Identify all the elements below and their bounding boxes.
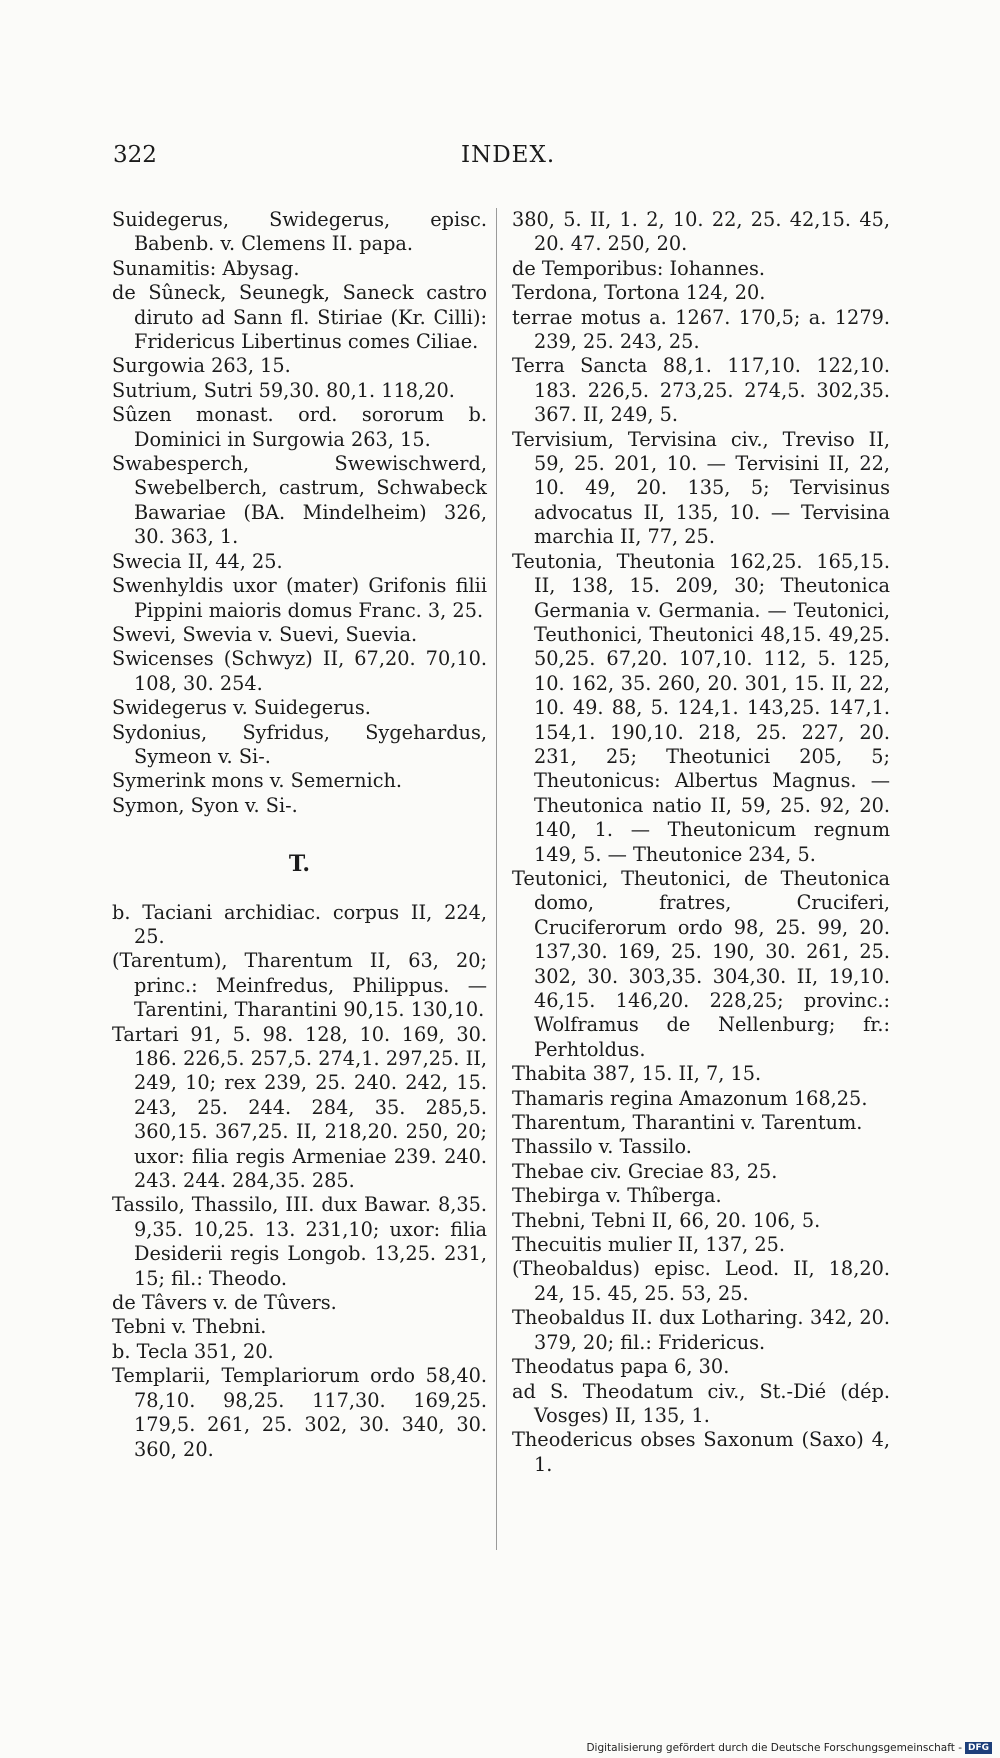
index-entry: terrae motus a. 1267. 170,5; a. 1279. 239, 25. 243, 25. [512,305,890,354]
index-entry: Tervisium, Tervisina civ., Treviso II, 59, 25. 201, 10. — Tervisini II, 22, 10. 49, 20. 135, 5; Tervisinus advocatus II, 135, 10. — Tervisina marchia II, 77, 25. [512,427,890,549]
index-entry: Tartari 91, 5. 98. 128, 10. 169, 30. 186. 226,5. 257,5. 274,1. 297,25. II, 249, 10; rex 239, 25. 240. 242, 15. 243, 25. 244. 284, 35. 285,5. 360,15. 367,25. II, 218,20. 250, 20; uxor: filia regis Armeniae 239. 240. 243. 244. 284,35. 285. [112,1022,487,1193]
index-entry: de Tâvers v. de Tûvers. [112,1291,337,1315]
index-entry: ad S. Theodatum civ., St.-Dié (dép. Vosges) II, 135, 1. [512,1379,890,1427]
index-entry: Thabita 387, 15. II, 7, 15. [512,1062,762,1086]
index-entry: Sûzen monast. ord. sororum b. Dominici in Surgowia 263, 15. [112,403,487,451]
left-column [112,208,487,1462]
column-divider [496,208,497,1550]
index-entry: Templarii, Templariorum ordo 58,40. 78,10. 98,25. 117,30. 169,25. 179,5. 261, 25. 302, 30. 340, 30. 360, 20. [112,1364,487,1461]
dfg-logo: DFG [965,1742,992,1754]
index-entry: Terdona, Tortona 124, 20. [512,281,766,305]
index-entry: Symerink mons v. Semernich. [112,769,403,793]
page-title: INDEX. [461,142,556,168]
index-entry: Swecia II, 44, 25. [112,549,283,573]
index-entry: Swevi, Swevia v. Suevi, Suevia. [112,622,418,646]
index-entry: Sutrium, Sutri 59,30. 80,1. 118,20. [112,378,455,402]
index-entry: Suidegerus, Swidegerus, episc. Babenb. v. Clemens II. papa. [112,208,487,256]
index-entry: Tebni v. Thebni. [112,1315,267,1339]
footer-text: Digitalisierung gefördert durch die Deutsche Forschungsgemeinschaft - [586,1742,962,1754]
index-entry: Teutonia, Theutonia 162,25. 165,15. II, 138, 15. 209, 30; Theutonica Germania v. Germania. — Teutonici, Teuthonici, Theutonici 48,15. 49,25. 50,25. 67,20. 107,10. 112, 5. 125, 10. 162, 35. 260, 20. 301, 15. II, 22, 10. 49. 88, 5. 124,1. 143,25. 147,1. 154,1. 190,10. 218, 25. 227, 20. 231, 25; Theotunici 205, 5; Theutonicus: Albertus Magnus. — Theutonica natio II, 59, 25. 92, 20. 140, 1. — Theutonicum regnum 149, 5. — Theutonice 234, 5. [512,549,890,866]
index-entry: Thecuitis mulier II, 137, 25. [512,1233,786,1257]
index-entry: Terra Sancta 88,1. 117,10. 122,10. 183. 226,5. 273,25. 274,5. 302,35. 367. II, 249, 5. [512,354,890,427]
index-entry: de Temporibus: Iohannes. [512,256,765,280]
index-entry: Swabesperch, Swewischwerd, Swebelberch, castrum, Schwabeck Bawariae (BA. Mindelheim) 326, 30. 363, 1. [112,452,487,549]
index-entry: Tharentum, Tharantini v. Tarentum. [512,1111,863,1135]
index-entry: Thassilo v. Tassilo. [512,1135,692,1159]
index-entry: Theobaldus II. dux Lotharing. 342, 20. 379, 20; fil.: Fridericus. [512,1306,890,1354]
index-entry: Sunamitis: Abysag. [112,256,300,280]
digitization-footer [586,1742,992,1754]
index-entry: de Sûneck, Seunegk, Saneck castro diruto ad Sann fl. Stiriae (Kr. Cilli): Fridericus Libertinus comes Ciliae. [112,281,487,354]
index-entry: Thebae civ. Greciae 83, 25. [512,1159,778,1183]
index-entry: Tassilo, Thassilo, III. dux Bawar. 8,35. 9,35. 10,25. 13. 231,10; uxor: filia Desiderii regis Longob. 13,25. 231, 15; fil.: Theodo. [112,1193,487,1290]
index-entry: Thebni, Tebni II, 66, 20. 106, 5. [512,1208,821,1232]
index-entry: (Theobaldus) episc. Leod. II, 18,20. 24, 15. 45, 25. 53, 25. [512,1257,890,1305]
index-entry: Sydonius, Syfridus, Sygehardus, Symeon v. Si-. [112,720,487,768]
index-entry: (Tarentum), Tharentum II, 63, 20; princ.: Meinfredus, Philippus. — Tarentini, Tharantini 90,15. 130,10. [112,949,487,1022]
index-entry: Theodericus obses Saxonum (Saxo) 4, 1. [512,1428,890,1476]
page-header [113,142,556,182]
index-entry: b. Tecla 351, 20. [112,1339,274,1363]
right-column [512,208,890,1477]
index-entry: Thamaris regina Amazonum 168,25. [512,1086,868,1110]
page-number: 322 [113,142,157,168]
index-entry: b. Taciani archidiac. corpus II, 224, 25. [112,900,487,948]
index-entry: Symon, Syon v. Si-. [112,793,298,817]
index-entry: Theodatus papa 6, 30. [512,1355,730,1379]
index-entry: Swidegerus v. Suidegerus. [112,696,371,720]
section-heading: T. [288,851,311,878]
index-entry: Teutonici, Theutonici, de Theutonica domo, fratres, Cruciferi, Cruciferorum ordo 98, 25. 99, 20. 137,30. 169, 25. 190, 30. 261, 25. 302, 30. 303,35. 304,30. II, 19,10. 46,15. 146,20. 228,25; provinc.: Wolframus de Nellenburg; fr.: Perhtoldus. [512,866,890,1061]
index-entry: Swenhyldis uxor (mater) Grifonis filii Pippini maioris domus Franc. 3, 25. [112,574,487,622]
index-entry: Thebirga v. Thîberga. [512,1184,722,1208]
index-entry: Surgowia 263, 15. [112,354,291,378]
index-entry: Swicenses (Schwyz) II, 67,20. 70,10. 108, 30. 254. [112,647,487,695]
index-entry: 380, 5. II, 1. 2, 10. 22, 25. 42,15. 45, 20. 47. 250, 20. [512,208,890,256]
